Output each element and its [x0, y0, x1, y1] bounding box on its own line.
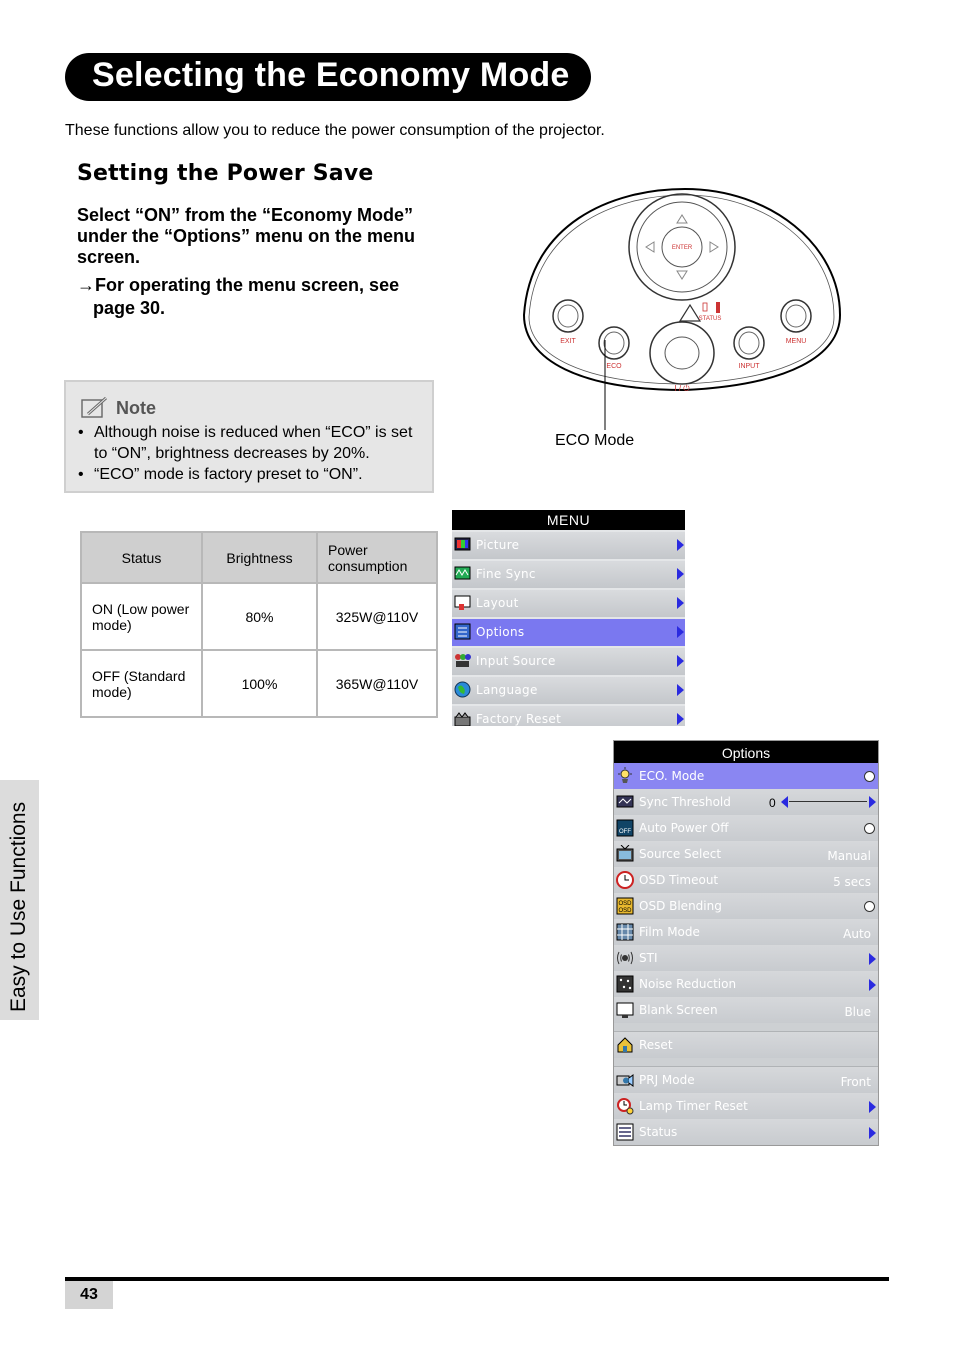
layout-icon: [454, 594, 471, 611]
menu-item-label: Layout: [476, 596, 519, 610]
projector-icon: [616, 1071, 634, 1089]
menu-item-label: Language: [476, 683, 538, 697]
option-auto-power-off[interactable]: [614, 815, 878, 841]
note-item: • Although noise is reduced when “ECO” is set to “ON”, brightness decreases by 20%.: [78, 422, 428, 464]
blank-screen-icon: [616, 1001, 634, 1019]
note-list: [78, 422, 428, 485]
pencil-note-icon: [80, 396, 110, 420]
option-osd-timeout[interactable]: [614, 867, 878, 893]
chevron-right-icon: [677, 597, 684, 609]
chevron-right-icon: [869, 953, 876, 965]
option-eco-mode[interactable]: [614, 763, 878, 789]
option-value: 5 secs: [833, 875, 871, 889]
radio-toggle[interactable]: [864, 771, 875, 782]
svg-text:OFF: OFF: [619, 829, 631, 835]
side-tab-label: Easy to Use Functions: [7, 801, 30, 1012]
option-reset[interactable]: [614, 1032, 878, 1058]
options-icon: [454, 623, 471, 640]
options-title: Options: [614, 741, 878, 763]
instruction-text: Select “ON” from the “Economy Mode” under the “Options” menu on the menu screen.: [77, 205, 416, 267]
tv-icon: [616, 845, 634, 863]
chevron-right-icon: [677, 655, 684, 667]
film-mode-icon: [616, 923, 634, 941]
menu-item-language[interactable]: [452, 675, 685, 704]
option-label: STI: [639, 951, 658, 965]
section-heading: Setting the Power Save: [77, 161, 374, 186]
note-header: [80, 396, 156, 420]
eco-label: ECO: [606, 363, 622, 370]
menu-item-layout[interactable]: [452, 588, 685, 617]
menu-item-options[interactable]: [452, 617, 685, 646]
page-number: 43: [65, 1281, 113, 1309]
table-cell: ON (Low power mode): [81, 583, 202, 650]
menu-item-picture[interactable]: [452, 530, 685, 559]
slider-track[interactable]: [789, 801, 867, 802]
eco-mode-callout-line: [600, 340, 610, 435]
table-header: Status: [81, 532, 202, 583]
table-cell: OFF (Standard mode): [81, 650, 202, 717]
option-label: Source Select: [639, 847, 722, 861]
footer-rule: [65, 1277, 889, 1281]
option-label: Film Mode: [639, 925, 700, 939]
divider: [614, 1058, 878, 1067]
option-label: Status: [639, 1125, 678, 1139]
table-cell: 325W@110V: [317, 583, 437, 650]
menu-item-factory-reset[interactable]: [452, 704, 685, 726]
option-sync-threshold[interactable]: [614, 789, 878, 815]
globe-icon: [454, 681, 471, 698]
title-banner: [65, 53, 591, 101]
option-lamp-timer-reset[interactable]: [614, 1093, 878, 1119]
projector-control-panel: [520, 185, 845, 400]
power-label: I / ⏻: [674, 384, 690, 393]
table-row: [81, 583, 437, 650]
input-source-icon: [454, 652, 471, 669]
option-label: Noise Reduction: [639, 977, 737, 991]
menu-label: MENU: [785, 338, 807, 345]
menu-title: MENU: [452, 510, 685, 530]
option-film-mode[interactable]: [614, 919, 878, 945]
option-status[interactable]: [614, 1119, 878, 1145]
slider-left-arrow-icon[interactable]: [781, 796, 789, 808]
note-label: Note: [116, 398, 156, 418]
menu-item-fine-sync[interactable]: [452, 559, 685, 588]
page-title: Selecting the Economy Mode: [92, 56, 570, 94]
chevron-right-icon: [677, 568, 684, 580]
menu-item-label: Options: [476, 625, 525, 639]
option-label: Auto Power Off: [639, 821, 729, 835]
table-cell: 80%: [202, 583, 317, 650]
sti-icon: [616, 949, 634, 967]
slider-value: 0: [769, 796, 776, 810]
options-menu-screen: [613, 740, 879, 1146]
menu-item-label: Fine Sync: [476, 567, 536, 581]
table-header: Brightness: [202, 532, 317, 583]
option-value: Blue: [844, 1005, 871, 1019]
table-cell: 100%: [202, 650, 317, 717]
status-temp-icon: [716, 302, 720, 313]
intro-text: These functions allow you to reduce the power consumption of the projector.: [65, 122, 605, 139]
side-tab: [0, 780, 39, 1020]
chevron-right-icon: [677, 684, 684, 696]
enter-label: ENTER: [671, 245, 693, 251]
menu-item-label: Picture: [476, 538, 520, 552]
eco-mode-caption: ECO Mode: [555, 432, 635, 449]
option-label: Lamp Timer Reset: [639, 1099, 748, 1113]
option-label: PRJ Mode: [639, 1073, 695, 1087]
page-reference: [77, 274, 427, 320]
factory-reset-icon: [454, 710, 471, 726]
slider-right-arrow-icon[interactable]: [868, 796, 876, 808]
status-icon: [616, 1123, 634, 1141]
svg-text:OSD: OSD: [618, 901, 632, 907]
option-label: Sync Threshold: [639, 795, 731, 809]
eco-lamp-icon: [616, 767, 634, 785]
option-prj-mode[interactable]: [614, 1067, 878, 1093]
ref-line-1: →For operating the menu screen, see: [77, 275, 400, 295]
table-header-row: [81, 532, 437, 583]
option-label: OSD Timeout: [639, 873, 719, 887]
note-box: [64, 380, 434, 493]
chevron-right-icon: [869, 979, 876, 991]
picture-icon: [454, 536, 471, 553]
option-noise-reduction[interactable]: [614, 971, 878, 997]
eco-status-table: [80, 531, 438, 718]
exit-label: EXIT: [560, 338, 576, 345]
chevron-right-icon: [869, 1101, 876, 1113]
menu-item-label: Factory Reset: [476, 712, 562, 726]
option-label: ECO. Mode: [639, 769, 705, 783]
ref-line-2: page 30.: [93, 298, 166, 318]
table-row: [81, 650, 437, 717]
note-item: • “ECO” mode is factory preset to “ON”.: [78, 464, 428, 485]
auto-power-off-icon: [616, 819, 634, 837]
option-value: Auto: [843, 927, 871, 941]
chevron-right-icon: [677, 626, 684, 638]
menu-item-label: Input Source: [476, 654, 556, 668]
option-source-select[interactable]: [614, 841, 878, 867]
sync-threshold-icon: [616, 793, 634, 811]
divider: [614, 1023, 878, 1032]
radio-toggle[interactable]: [864, 901, 875, 912]
chevron-right-icon: [677, 539, 684, 551]
option-value: Front: [840, 1075, 871, 1089]
radio-toggle[interactable]: [864, 823, 875, 834]
lamp-timer-icon: [616, 1097, 634, 1115]
main-menu-screen: [452, 510, 685, 726]
svg-text:OSD: OSD: [618, 908, 632, 914]
clock-icon: [616, 871, 634, 889]
input-label: INPUT: [738, 363, 760, 370]
chevron-right-icon: [677, 713, 684, 725]
sync-threshold-slider[interactable]: [769, 795, 876, 809]
option-label: Reset: [639, 1038, 673, 1052]
option-value: Manual: [827, 849, 871, 863]
menu-item-input-source[interactable]: [452, 646, 685, 675]
noise-reduction-icon: [616, 975, 634, 993]
option-sti[interactable]: [614, 945, 878, 971]
reset-icon: [616, 1036, 634, 1054]
option-label: Blank Screen: [639, 1003, 718, 1017]
table-header: Power consumption: [317, 532, 437, 583]
table-cell: 365W@110V: [317, 650, 437, 717]
status-label: STATUS: [698, 316, 722, 322]
osd-blending-icon: [616, 897, 634, 915]
chevron-right-icon: [869, 1127, 876, 1139]
option-osd-blending[interactable]: [614, 893, 878, 919]
option-label: OSD Blending: [639, 899, 722, 913]
option-blank-screen[interactable]: [614, 997, 878, 1023]
fine-sync-icon: [454, 565, 471, 582]
